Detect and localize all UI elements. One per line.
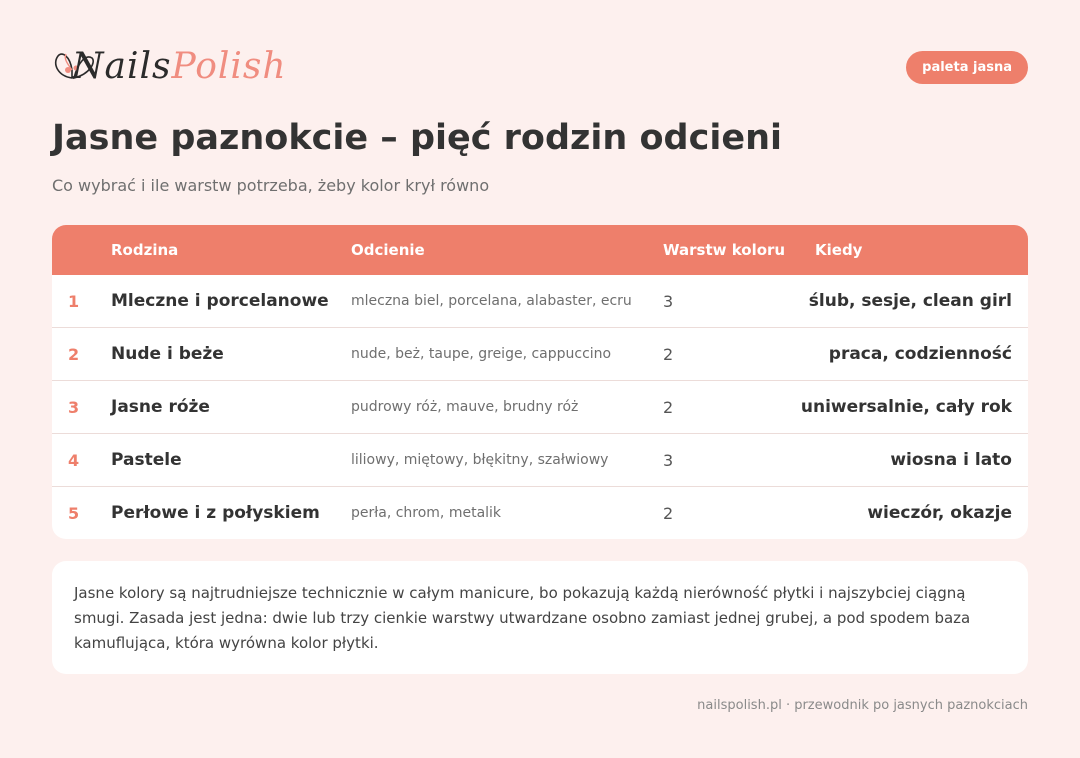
- row-family: Jasne róże: [111, 397, 210, 417]
- shades-table: [52, 225, 1028, 539]
- row-when: wiosna i lato: [890, 450, 1012, 470]
- row-family: Mleczne i porcelanowe: [111, 291, 329, 311]
- table-row: [52, 381, 1028, 434]
- row-family: Pastele: [111, 450, 182, 470]
- page-title: Jasne paznokcie – pięć rodzin odcieni: [52, 118, 782, 158]
- header-coats: Warstw koloru: [663, 241, 786, 259]
- row-shades: liliowy, miętowy, błękitny, szałwiowy: [351, 452, 609, 468]
- row-number: 5: [68, 504, 80, 523]
- row-family: Perłowe i z połyskiem: [111, 503, 320, 523]
- row-shades: mleczna biel, porcelana, alabaster, ecru: [351, 293, 632, 309]
- table-header: [52, 225, 1028, 275]
- row-number: 4: [68, 451, 80, 470]
- row-coats: 3: [663, 292, 674, 311]
- row-number: 1: [68, 292, 80, 311]
- row-when: ślub, sesje, clean girl: [808, 291, 1012, 311]
- info-note: Jasne kolory są najtrudniejsze technicznie w całym manicure, bo pokazują każdą nierówność płytki i najszybciej ciągną smugi. Zasada jest jedna: dwie lub trzy cienkie warstwy utwardzane osobno zamiast jednej grubej, a pod spodem baza kamuflująca, która wyrówna kolor płytki.: [52, 561, 1028, 674]
- header: [52, 44, 1028, 94]
- header-shades: Odcienie: [351, 241, 425, 259]
- brand-name-part1: Nails: [72, 46, 172, 87]
- row-coats: 2: [663, 504, 674, 523]
- table-row: [52, 487, 1028, 539]
- brand-name-part2: Polish: [171, 46, 287, 87]
- row-shades: nude, beż, taupe, greige, cappuccino: [351, 346, 612, 362]
- row-coats: 3: [663, 451, 674, 470]
- row-shades: pudrowy róż, mauve, brudny róż: [351, 399, 579, 415]
- row-coats: 2: [663, 345, 674, 364]
- row-when: uniwersalnie, cały rok: [800, 397, 1012, 417]
- table-row: [52, 328, 1028, 381]
- header-when: Kiedy: [815, 241, 863, 259]
- brand-name: [72, 46, 287, 87]
- row-coats: 2: [663, 398, 674, 417]
- row-family: Nude i beże: [111, 344, 224, 364]
- palette-badge: paleta jasna: [906, 51, 1028, 84]
- table-row: [52, 275, 1028, 328]
- row-number: 3: [68, 398, 80, 417]
- page-subtitle: Co wybrać i ile warstw potrzeba, żeby kolor krył równo: [52, 176, 490, 195]
- table-row: [52, 434, 1028, 487]
- row-when: wieczór, okazje: [867, 503, 1012, 523]
- row-number: 2: [68, 345, 80, 364]
- header-family: Rodzina: [111, 241, 179, 259]
- logo[interactable]: [52, 44, 287, 94]
- footer-text: nailspolish.pl · przewodnik po jasnych paznokciach: [697, 698, 1028, 713]
- row-shades: perła, chrom, metalik: [351, 505, 502, 521]
- row-when: praca, codzienność: [828, 344, 1012, 364]
